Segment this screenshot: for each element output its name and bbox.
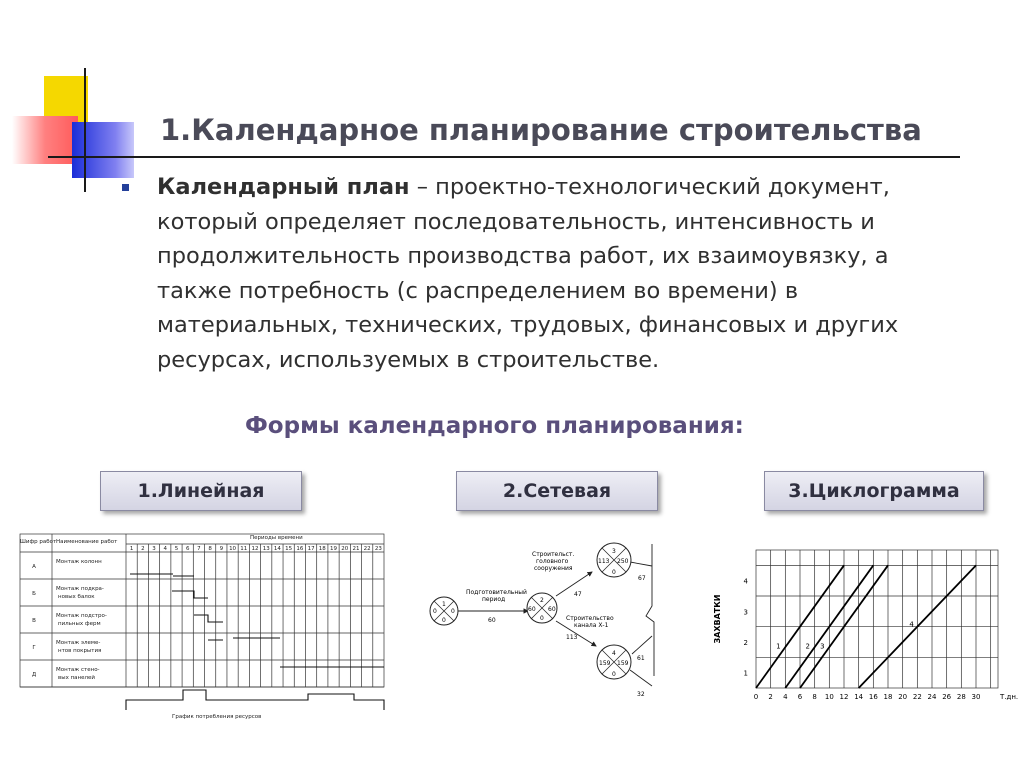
label-prep2: период: [482, 596, 506, 603]
gantt-row-name: Монтаж подкра-: [56, 586, 104, 592]
gantt-period-label: 1: [129, 546, 134, 552]
node-3-id: 3: [612, 548, 616, 555]
network-node-3: [597, 543, 631, 577]
gantt-row-name-2: новых балок: [58, 594, 95, 600]
cyclogram-y-tick: 2: [743, 639, 748, 647]
network-diagram: [424, 536, 664, 704]
gantt-period-label: 19: [330, 546, 338, 552]
gantt-row-name-2: нтов покрытия: [58, 648, 102, 654]
gantt-grid: [20, 534, 384, 687]
label-top1: Строительст.: [532, 551, 575, 558]
network-node-4: [597, 645, 631, 679]
gantt-row-code: Д: [31, 672, 37, 678]
cyclogram-x-tick: 18: [883, 693, 893, 701]
node-2-id: 2: [540, 597, 544, 604]
gantt-resource-caption: График потребления ресурсов: [172, 714, 262, 720]
gantt-period-label: 7: [197, 546, 201, 552]
gantt-period-label: 6: [185, 546, 190, 552]
gantt-period-label: 10: [229, 546, 237, 552]
gantt-period-label: 9: [219, 546, 224, 552]
cyclogram-x-tick: 22: [912, 693, 922, 701]
node-2-right: 60: [548, 606, 556, 613]
gantt-period-label: 4: [163, 546, 168, 552]
cyclogram-x-unit: Т.дн.: [1000, 693, 1019, 701]
bullet-marker-icon: [122, 184, 129, 191]
gantt-period-label: 15: [285, 546, 293, 552]
gantt-row-name-2: пильных ферм: [58, 621, 101, 627]
decor-blue-square: [72, 122, 134, 178]
gantt-period-label: 16: [296, 546, 304, 552]
form-label-linear: 1.Линейная: [100, 471, 302, 511]
gantt-bar-b: [172, 591, 208, 598]
cyclogram-x-tick: 14: [854, 693, 864, 701]
cyclogram-x-tick: 10: [824, 693, 834, 701]
page-title: 1.Календарное планирование строительства: [160, 113, 922, 147]
cyclogram-x-tick: 6: [797, 693, 803, 701]
gantt-period-label: 12: [251, 546, 259, 552]
form-label-cyclogram: 3.Циклограмма: [764, 471, 984, 511]
cyclogram-y-tick: 1: [743, 669, 748, 678]
cyclogram-x-tick: 28: [956, 693, 966, 701]
gantt-period-label: 20: [341, 546, 349, 552]
gantt-period-label: 5: [174, 546, 179, 552]
node-3-left: 113: [598, 558, 610, 565]
gantt-chart: [18, 532, 398, 722]
gantt-row-name-2: вых панелей: [58, 675, 96, 681]
edge-bottom-value: 32: [637, 691, 645, 698]
gantt-period-label: 11: [240, 546, 248, 552]
form-label-network: 2.Сетевая: [456, 471, 658, 511]
definition-text: [157, 170, 937, 377]
node-2-left: 60: [528, 606, 536, 613]
gantt-bar-a: [130, 574, 194, 576]
cyclogram-x-tick: 0: [753, 693, 759, 701]
gantt-row-name: Монтаж элеме-: [56, 640, 101, 646]
gantt-period-label: 14: [273, 546, 281, 552]
cyclogram-x-tick: 4: [783, 693, 788, 701]
edge-right1-value: 67: [638, 575, 646, 582]
gantt-bar-v: [194, 615, 223, 622]
node-3-right: 250: [617, 558, 629, 565]
node-4-right: 159: [617, 660, 629, 667]
edge-vertical-link: [646, 544, 654, 676]
gantt-period-label: 22: [363, 546, 371, 552]
cyclogram-line-label: 1: [776, 642, 781, 651]
node-3-bottom: 0: [612, 569, 616, 576]
cyclogram-line-label: 3: [820, 642, 825, 651]
gantt-period-label: 23: [374, 546, 382, 552]
label-prep1: Подготовительный: [466, 589, 527, 596]
cyclogram-y-tick: 4: [743, 577, 748, 586]
cyclogram-line-label: 4: [909, 620, 914, 629]
gantt-resource-graph: [126, 690, 384, 710]
definition-body: – проектно-технологический документ, который определяет последовательность, интенсивность и продолжительность производства работ, их взаимоувязку, а также потребность (с распределением во времени) в материальных, технических, трудовых, финансовых и других ресурсах, используемых в строительстве.: [157, 174, 899, 373]
gantt-period-label: 18: [318, 546, 326, 552]
edge-right1: [630, 562, 652, 566]
gantt-period-label: 3: [152, 546, 156, 552]
edge-prep-value: 60: [488, 617, 496, 624]
node-4-left: 159: [599, 660, 611, 667]
cyclogram-grid: [756, 550, 998, 688]
cyclogram-chart: [706, 540, 1024, 710]
gantt-period-label: 17: [307, 546, 315, 552]
gantt-row-name: Монтаж колонн: [56, 559, 102, 565]
edge-top-value: 47: [574, 591, 582, 598]
decor-horizontal-line: [48, 156, 960, 158]
edge-bottom: [630, 670, 652, 686]
gantt-row-name: Монтаж стено-: [56, 667, 100, 673]
gantt-bar-g: [208, 638, 280, 640]
gantt-bars: [130, 574, 384, 667]
gantt-period-label: 2: [141, 546, 145, 552]
decor-vertical-line: [84, 68, 86, 192]
gantt-period-label: 13: [262, 546, 270, 552]
gantt-period-label: 8: [208, 546, 212, 552]
node-1-right: 0: [451, 608, 455, 615]
gantt-row-code: Б: [32, 591, 36, 597]
cyclogram-x-tick: 12: [839, 693, 849, 701]
label-canal1: Строительство: [566, 615, 614, 622]
network-node-1: [430, 597, 458, 625]
node-4-bottom: 0: [612, 671, 616, 678]
node-4-id: 4: [612, 650, 616, 657]
cyclogram-x-tick: 8: [812, 693, 817, 701]
edge-canal-value: 113: [566, 634, 578, 641]
cyclogram-line-label: 2: [805, 642, 810, 651]
gantt-period-label: 21: [352, 546, 360, 552]
edge-right2: [632, 636, 652, 654]
gantt-row-name: Монтаж подстро-: [56, 613, 107, 619]
edge-right2-value: 61: [637, 655, 645, 662]
cyclogram-x-tick: 2: [768, 693, 773, 701]
cyclogram-y-tick: 3: [743, 608, 748, 617]
node-1-left: 0: [433, 608, 437, 615]
gantt-header-name: Наименование работ: [56, 539, 118, 545]
forms-subtitle: Формы календарного планирования:: [245, 413, 744, 439]
label-top3: сооружения: [534, 565, 573, 572]
cyclogram-x-tick: 24: [927, 693, 937, 701]
gantt-row-code: А: [32, 564, 36, 570]
cyclogram-x-tick: 30: [971, 693, 981, 701]
node-1-bottom: 0: [442, 617, 446, 624]
network-node-2: [527, 593, 557, 623]
gantt-header-code: Шифр работ: [20, 539, 57, 545]
gantt-header-periods: Периоды времени: [250, 535, 303, 541]
gantt-row-code: Г: [32, 645, 36, 651]
definition-term: Календарный план: [157, 174, 410, 200]
cyclogram-x-tick: 26: [942, 693, 952, 701]
label-top2: головного: [536, 558, 569, 565]
cyclogram-x-tick: 20: [898, 693, 908, 701]
node-1-id: 1: [442, 601, 446, 608]
node-2-bottom: 0: [540, 615, 544, 622]
gantt-row-code: В: [32, 618, 36, 624]
cyclogram-y-label: ЗАХВАТКИ: [713, 594, 722, 644]
label-canal2: канала Х-1: [574, 622, 609, 629]
cyclogram-x-tick: 16: [868, 693, 878, 701]
